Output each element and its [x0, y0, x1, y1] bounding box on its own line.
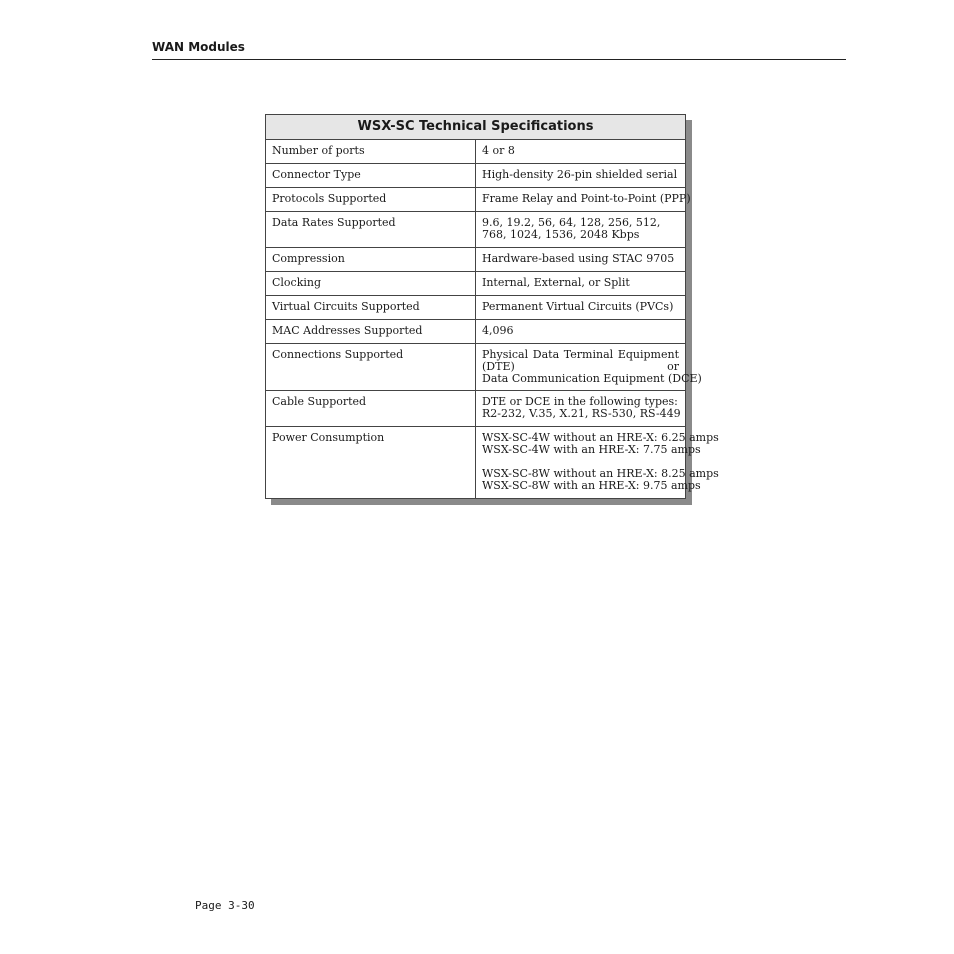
- spec-table: [265, 114, 719, 499]
- table-row: [266, 248, 686, 272]
- table-row: [266, 427, 686, 499]
- row-value: Frame Relay and Point-to-Point (PPP): [476, 188, 686, 212]
- running-header-title: WAN Modules: [152, 40, 245, 54]
- row-label: Clocking: [266, 272, 476, 296]
- row-value: 4,096: [476, 320, 686, 344]
- table-row: [266, 272, 686, 296]
- page-number: Page 3-30: [195, 899, 255, 912]
- row-value: 4 or 8: [476, 140, 686, 164]
- spec-table-title: WSX-SC Technical Specifications: [266, 115, 686, 140]
- table-row: [266, 212, 686, 248]
- table-row: [266, 296, 686, 320]
- table-row: [266, 344, 686, 391]
- table-row: [266, 164, 686, 188]
- row-label: Compression: [266, 248, 476, 272]
- spec-table-container: [265, 114, 719, 499]
- row-value: 9.6, 19.2, 56, 64, 128, 256, 512, 768, 1024, 1536, 2048 Kbps: [476, 212, 686, 248]
- row-label: MAC Addresses Supported: [266, 320, 476, 344]
- row-label: Protocols Supported: [266, 188, 476, 212]
- table-row: [266, 140, 686, 164]
- header-rule: [152, 59, 846, 60]
- row-label: Virtual Circuits Supported: [266, 296, 476, 320]
- row-value: High-density 26-pin shielded serial: [476, 164, 686, 188]
- row-label: Cable Supported: [266, 391, 476, 427]
- row-label: Connector Type: [266, 164, 476, 188]
- row-value: Hardware-based using STAC 9705: [476, 248, 686, 272]
- table-row: [266, 391, 686, 427]
- row-value: DTE or DCE in the following types: R2-232, V.35, X.21, RS-530, RS-449: [476, 391, 686, 427]
- row-label: Power Consumption: [266, 427, 476, 499]
- row-value: Permanent Virtual Circuits (PVCs): [476, 296, 686, 320]
- row-value: Physical Data Terminal Equipment (DTE) or Data Communication Equipment (DCE): [476, 344, 686, 391]
- row-value: WSX-SC-4W without an HRE-X: 6.25 amps WSX-SC-4W with an HRE-X: 7.75 amps WSX-SC-8W without an HRE-X: 8.25 amps WSX-SC-8W with an HRE-X: 9.75 amps: [476, 427, 686, 499]
- row-label: Connections Supported: [266, 344, 476, 391]
- table-row: [266, 320, 686, 344]
- row-label: Data Rates Supported: [266, 212, 476, 248]
- row-value: Internal, External, or Split: [476, 272, 686, 296]
- table-row: [266, 188, 686, 212]
- row-label: Number of ports: [266, 140, 476, 164]
